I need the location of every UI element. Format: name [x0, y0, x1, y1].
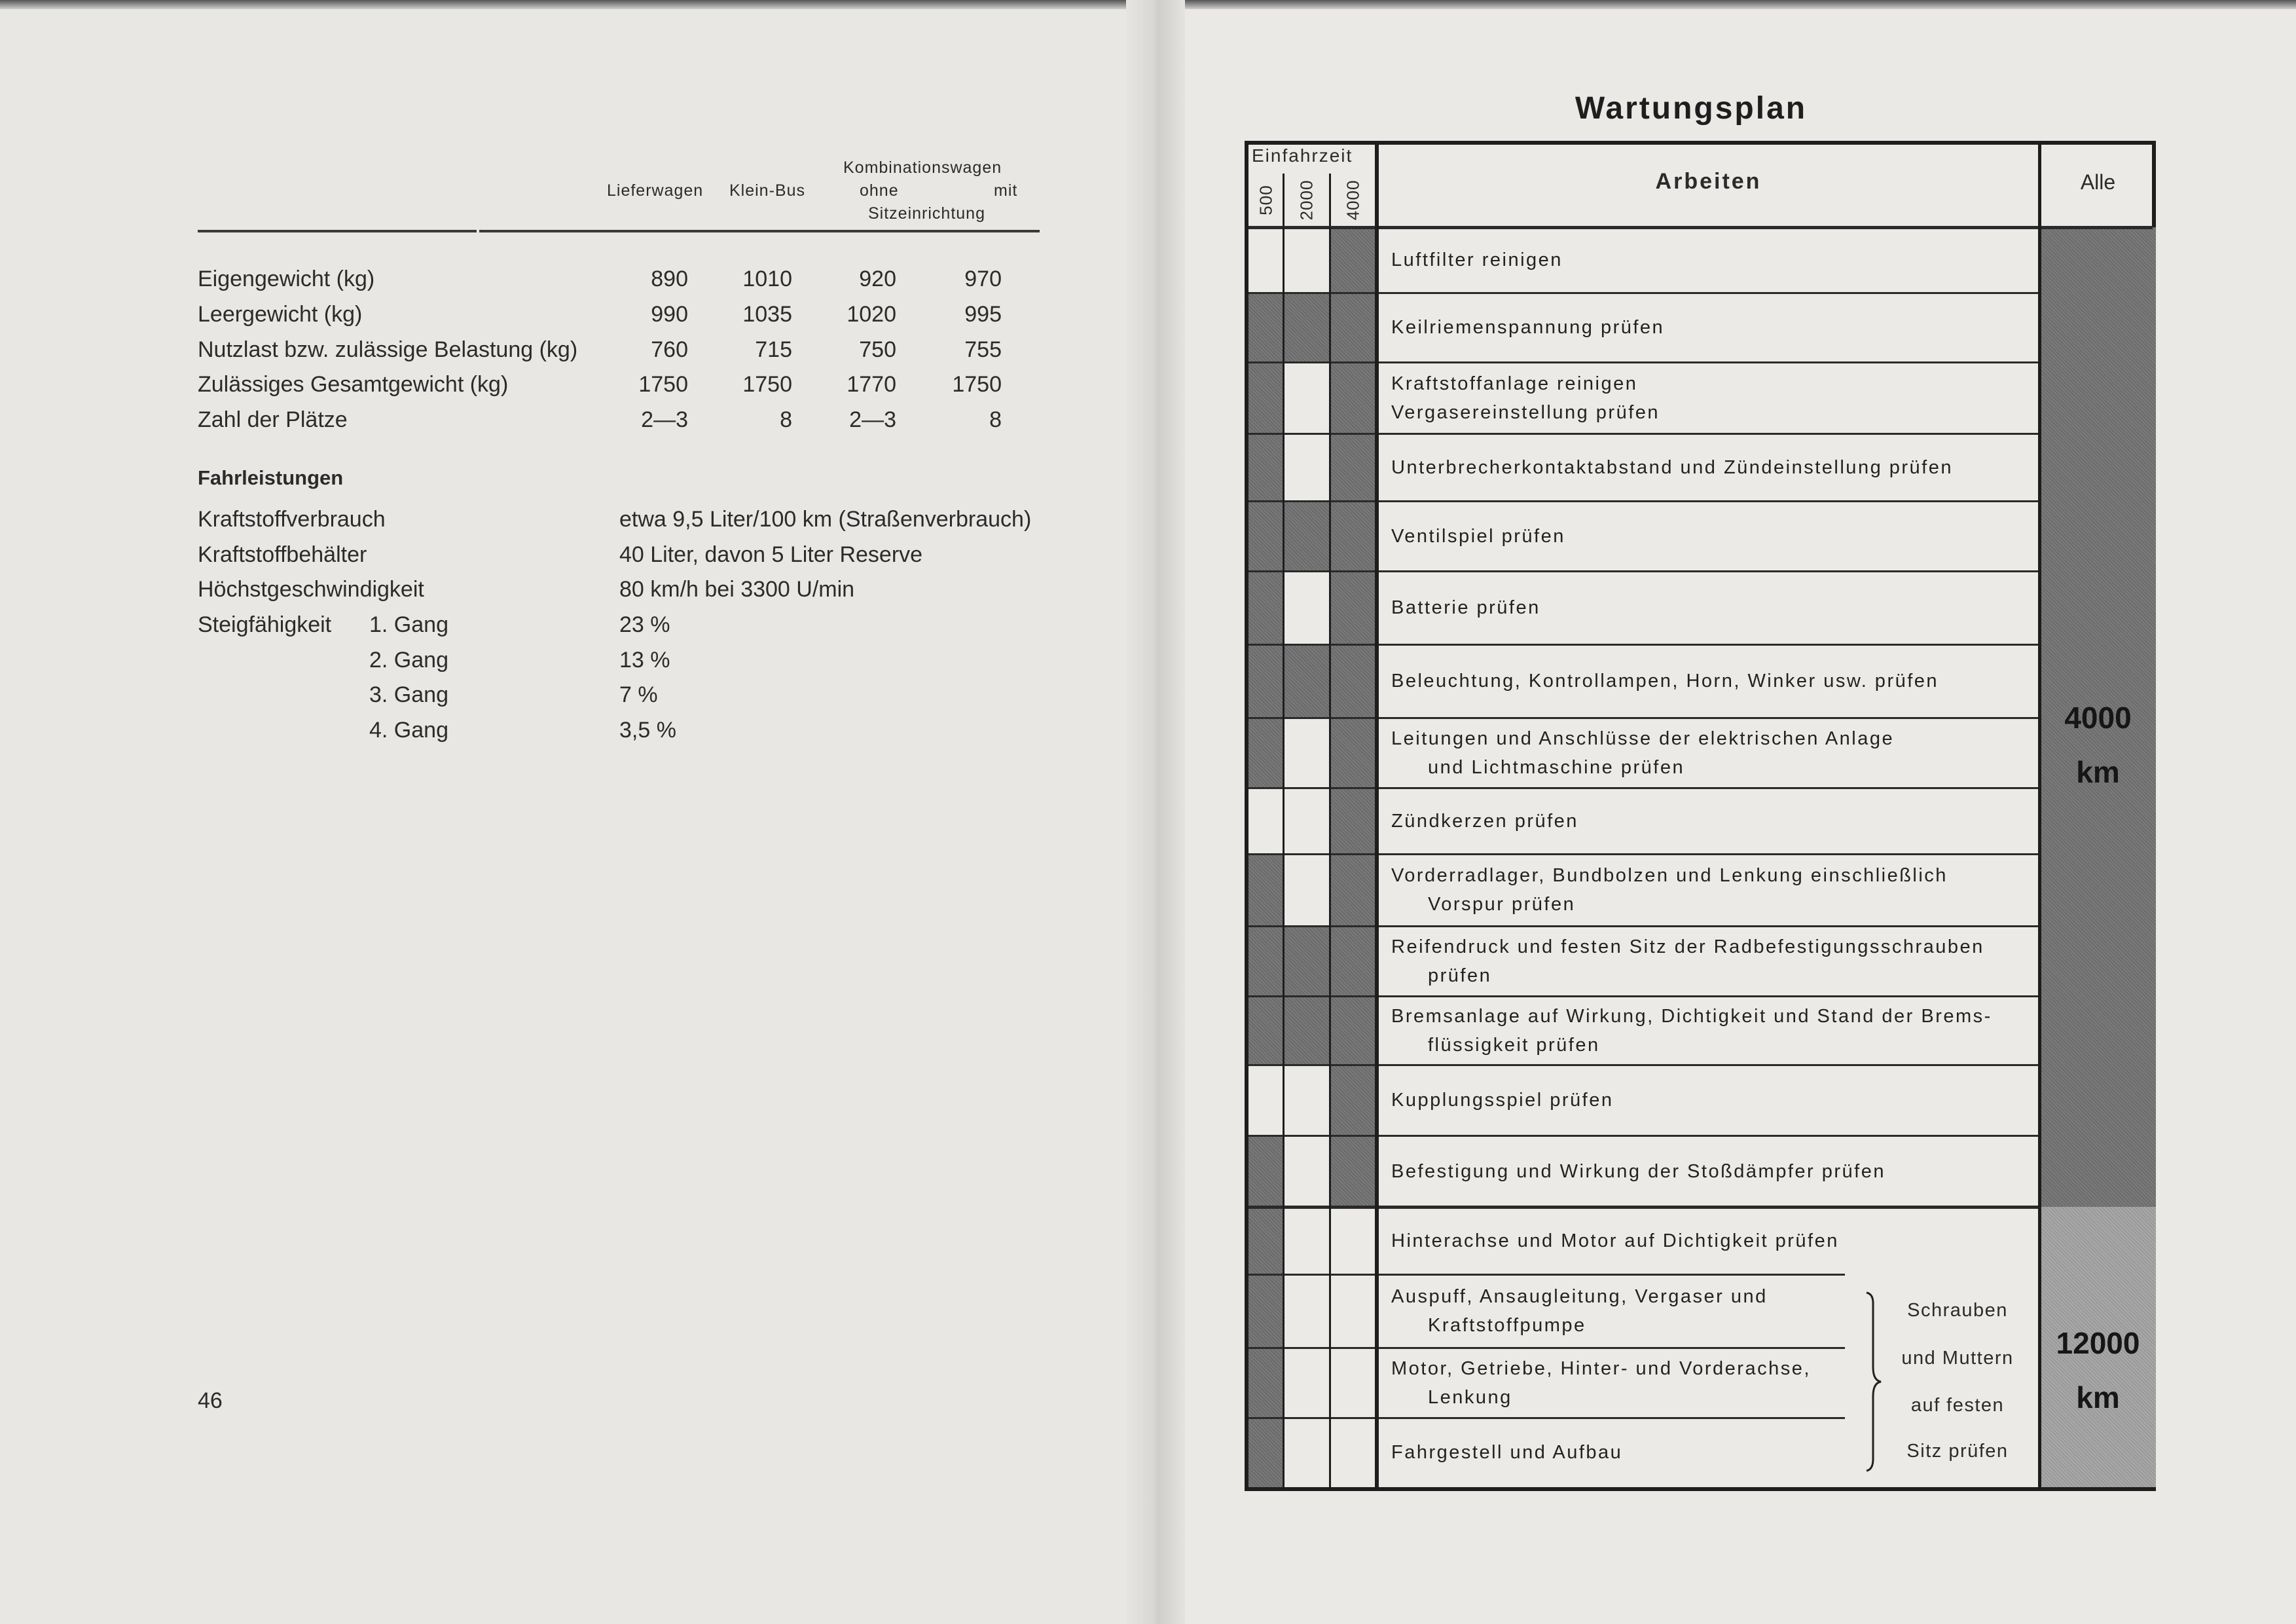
task-text: [1391, 807, 1578, 836]
interval-mark-500: [1248, 571, 1283, 644]
performance-value: 80 km/h bei 3300 U/min: [619, 577, 855, 602]
interval-mark-4000: [1330, 227, 1377, 293]
row-divider: [1248, 787, 2040, 789]
header-rule-gap: [477, 230, 479, 232]
task-line1: Bremsanlage auf Wirkung, Dichtigkeit und Stand der Brems-: [1391, 1005, 1992, 1027]
row-label: Nutzlast bzw. zulässige Belastung (kg): [198, 337, 578, 362]
section-title-fahrleistungen: Fahrleistungen: [198, 466, 344, 489]
performance-label: Kraftstoffbehälter: [198, 542, 367, 567]
task-text: [1391, 313, 1664, 342]
row-value: 760: [651, 337, 688, 362]
row-divider: [1248, 853, 2040, 855]
row-value: 1750: [742, 372, 792, 397]
task-text: [1391, 246, 1563, 274]
interval-mark-4000: [1330, 571, 1377, 644]
interval-mark-500: [1248, 1207, 1283, 1274]
column-divider: [1329, 227, 1331, 1487]
task-line1: Beleuchtung, Kontrollampen, Horn, Winker usw. prüfen: [1391, 671, 1939, 692]
task-line1: Befestigung und Wirkung der Stoßdämpfer prüfen: [1391, 1160, 1886, 1182]
task-line1: Batterie prüfen: [1391, 597, 1540, 618]
header-km-2000: 2000: [1296, 179, 1316, 221]
task-text: [1391, 1227, 1839, 1255]
col-mit: mit: [994, 181, 1018, 200]
interval-mark-4000: [1330, 501, 1377, 571]
interval-mark-2000: [1283, 501, 1330, 571]
header-divider-line: [1248, 226, 2153, 229]
task-line1: Ventilspiel prüfen: [1391, 525, 1565, 547]
task-line1: Auspuff, Ansaugleitung, Vergaser und: [1391, 1286, 1768, 1307]
task-line1: Kupplungsspiel prüfen: [1391, 1090, 1614, 1111]
task-line1: Luftfilter reinigen: [1391, 249, 1563, 270]
task-line1: Motor, Getriebe, Hinter- und Vorderachse,: [1391, 1357, 1811, 1379]
interval-mark-500: [1248, 996, 1283, 1065]
header-rule: [198, 230, 1040, 232]
task-text: [1391, 453, 1953, 482]
task-line1: Zündkerzen prüfen: [1391, 810, 1578, 832]
performance-value: 13 %: [619, 648, 670, 673]
task-text: [1391, 522, 1565, 551]
task-line1: Fahrgestell und Aufbau: [1391, 1442, 1623, 1463]
row-value: 890: [651, 267, 688, 291]
header-arbeiten: Arbeiten: [1655, 169, 1762, 194]
interval-mark-500: [1248, 434, 1283, 501]
task-line1: Hinterachse und Motor auf Dichtigkeit prüfen: [1391, 1230, 1839, 1251]
performance-value: 23 %: [619, 612, 670, 637]
interval-mark-4000: [1330, 1135, 1377, 1207]
task-line1: Unterbrecherkontaktabstand und Zündeinstellung prüfen: [1391, 456, 1953, 478]
interval-mark-4000: [1330, 788, 1377, 854]
interval-4000-number: 4000: [2064, 701, 2132, 735]
row-label: Eigengewicht (kg): [198, 267, 375, 291]
row-value: 1770: [847, 372, 896, 397]
bracket-note-line: Schrauben: [1907, 1300, 2008, 1321]
row-value: 1010: [742, 267, 792, 291]
row-value: 920: [859, 267, 896, 291]
row-label: Zulässiges Gesamtgewicht (kg): [198, 372, 509, 397]
row-value: 1020: [847, 302, 896, 327]
task-text: [1391, 1086, 1613, 1115]
interval-mark-500: [1248, 1418, 1283, 1487]
task-text: [1391, 1157, 1886, 1186]
task-line2: Lenkung: [1428, 1386, 1512, 1408]
performance-value: etwa 9,5 Liter/100 km (Straßenverbrauch): [619, 507, 1032, 532]
row-value: 755: [964, 337, 1002, 362]
interval-12000-number: 12000: [2056, 1326, 2140, 1360]
bracket-note-line: Sitz prüfen: [1906, 1441, 2009, 1462]
maintenance-table: [1245, 141, 2156, 1491]
task-line2: Kraftstoffpumpe: [1428, 1315, 1586, 1336]
page-title: Wartungsplan: [1575, 91, 1808, 126]
interval-mark-4000: [1330, 996, 1377, 1065]
interval-12000-unit: km: [2076, 1380, 2120, 1414]
bracket-note-line: und Muttern: [1901, 1348, 2014, 1369]
header-km-500: 500: [1256, 185, 1275, 215]
task-line2: prüfen: [1428, 965, 1492, 986]
col-ohne: ohne: [860, 181, 899, 200]
row-value: 750: [859, 337, 896, 362]
row-divider: [1248, 361, 2040, 363]
performance-label: Höchstgeschwindigkeit: [198, 577, 424, 602]
task-line2: und Lichtmaschine prüfen: [1428, 756, 1685, 778]
row-value: 715: [755, 337, 792, 362]
row-value: 970: [964, 267, 1002, 291]
interval-mark-500: [1248, 644, 1283, 718]
header-km-4000: 4000: [1343, 179, 1363, 221]
row-divider: [1248, 925, 2040, 927]
row-divider: [1248, 644, 2040, 646]
row-value: 1035: [742, 302, 792, 327]
task-text: [1391, 932, 1984, 990]
row-divider: [1248, 500, 2040, 502]
col-sitzeinrichtung: Sitzeinrichtung: [868, 204, 985, 223]
interval-mark-4000: [1330, 854, 1377, 926]
row-divider: [1248, 433, 2040, 435]
row-value: 1750: [952, 372, 1002, 397]
interval-mark-4000: [1330, 718, 1377, 788]
task-text: [1391, 861, 1948, 919]
interval-mark-4000: [1330, 1065, 1377, 1135]
col-kleinbus: Klein-Bus: [729, 181, 805, 200]
interval-mark-4000: [1330, 926, 1377, 996]
task-line2: flüssigkeit prüfen: [1428, 1034, 1600, 1056]
performance-gear: 4. Gang: [369, 718, 448, 743]
row-divider: [1248, 717, 2040, 719]
interval-mark-500: [1248, 1135, 1283, 1207]
row-value: 995: [964, 302, 1002, 327]
header-einfahrzeit: Einfahrzeit: [1252, 145, 1353, 166]
task-text: [1391, 1002, 1992, 1060]
performance-value: 3,5 %: [619, 718, 676, 743]
interval-mark-2000: [1283, 293, 1330, 362]
column-divider-thick: [1375, 145, 1379, 1487]
interval-mark-4000: [1330, 644, 1377, 718]
interval-mark-4000: [1330, 434, 1377, 501]
interval-divider-line: [1248, 1206, 2040, 1209]
interval-mark-500: [1248, 293, 1283, 362]
row-divider: [1248, 1274, 1377, 1276]
interval-mark-500: [1248, 1274, 1283, 1348]
task-text: [1391, 724, 1894, 782]
task-line1: Reifendruck und festen Sitz der Radbefestigungsschrauben: [1391, 936, 1984, 957]
page-number: 46: [198, 1388, 223, 1413]
performance-label: Kraftstoffverbrauch: [198, 507, 386, 532]
task-text: [1391, 593, 1540, 622]
task-line1: Vorderradlager, Bundbolzen und Lenkung einschließlich: [1391, 865, 1948, 886]
row-value: 1750: [638, 372, 688, 397]
interval-mark-500: [1248, 854, 1283, 926]
header-divider: [1329, 174, 1331, 227]
row-value: 2—3: [641, 407, 688, 432]
row-divider: [1248, 1417, 1377, 1419]
row-label: Zahl der Plätze: [198, 407, 348, 432]
task-line1: Keilriemenspannung prüfen: [1391, 317, 1665, 338]
performance-value: 7 %: [619, 682, 658, 707]
row-value: 2—3: [849, 407, 896, 432]
header-alle: Alle: [2080, 170, 2116, 194]
performance-gear: 2. Gang: [369, 648, 448, 673]
row-divider: [1248, 1064, 2040, 1066]
task-text: [1391, 1354, 1811, 1412]
task-text: [1391, 667, 1939, 695]
row-divider: [1248, 570, 2040, 572]
interval-mark-500: [1248, 362, 1283, 434]
header-divider: [1283, 174, 1285, 227]
row-label: Leergewicht (kg): [198, 302, 363, 327]
col-lieferwagen: Lieferwagen: [607, 181, 704, 200]
interval-mark-2000: [1283, 996, 1330, 1065]
interval-mark-2000: [1283, 926, 1330, 996]
interval-mark-4000: [1330, 293, 1377, 362]
interval-mark-500: [1248, 501, 1283, 571]
interval-mark-4000: [1330, 362, 1377, 434]
interval-mark-500: [1248, 926, 1283, 996]
performance-value: 40 Liter, davon 5 Liter Reserve: [619, 542, 923, 567]
task-line1: Kraftstoffanlage reinigen: [1391, 373, 1638, 394]
row-value: 990: [651, 302, 688, 327]
row-divider: [1248, 1135, 2040, 1137]
performance-label: Steigfähigkeit: [198, 612, 332, 637]
interval-mark-2000: [1283, 644, 1330, 718]
book-spine: [1126, 0, 1185, 1624]
column-divider-alle: [2038, 145, 2041, 1487]
column-divider: [1283, 227, 1285, 1487]
task-text: [1391, 1438, 1622, 1467]
row-divider: [1248, 1347, 1377, 1349]
col-group-kombinationswagen: Kombinationswagen: [843, 158, 1002, 177]
row-value: 8: [989, 407, 1002, 432]
bracket-note-line: auf festen: [1910, 1395, 2005, 1416]
task-text: [1391, 369, 1660, 427]
row-value: 8: [780, 407, 792, 432]
performance-gear: 1. Gang: [369, 612, 448, 637]
task-line2: Vergasereinstellung prüfen: [1391, 401, 1660, 423]
row-divider: [1248, 292, 2040, 294]
interval-4000-unit: km: [2076, 755, 2120, 789]
interval-mark-500: [1248, 1348, 1283, 1418]
row-divider: [1248, 995, 2040, 997]
task-text: [1391, 1282, 1768, 1340]
interval-mark-500: [1248, 718, 1283, 788]
performance-gear: 3. Gang: [369, 682, 448, 707]
task-line2: Vorspur prüfen: [1428, 894, 1576, 915]
task-line1: Leitungen und Anschlüsse der elektrischen Anlage: [1391, 728, 1895, 749]
